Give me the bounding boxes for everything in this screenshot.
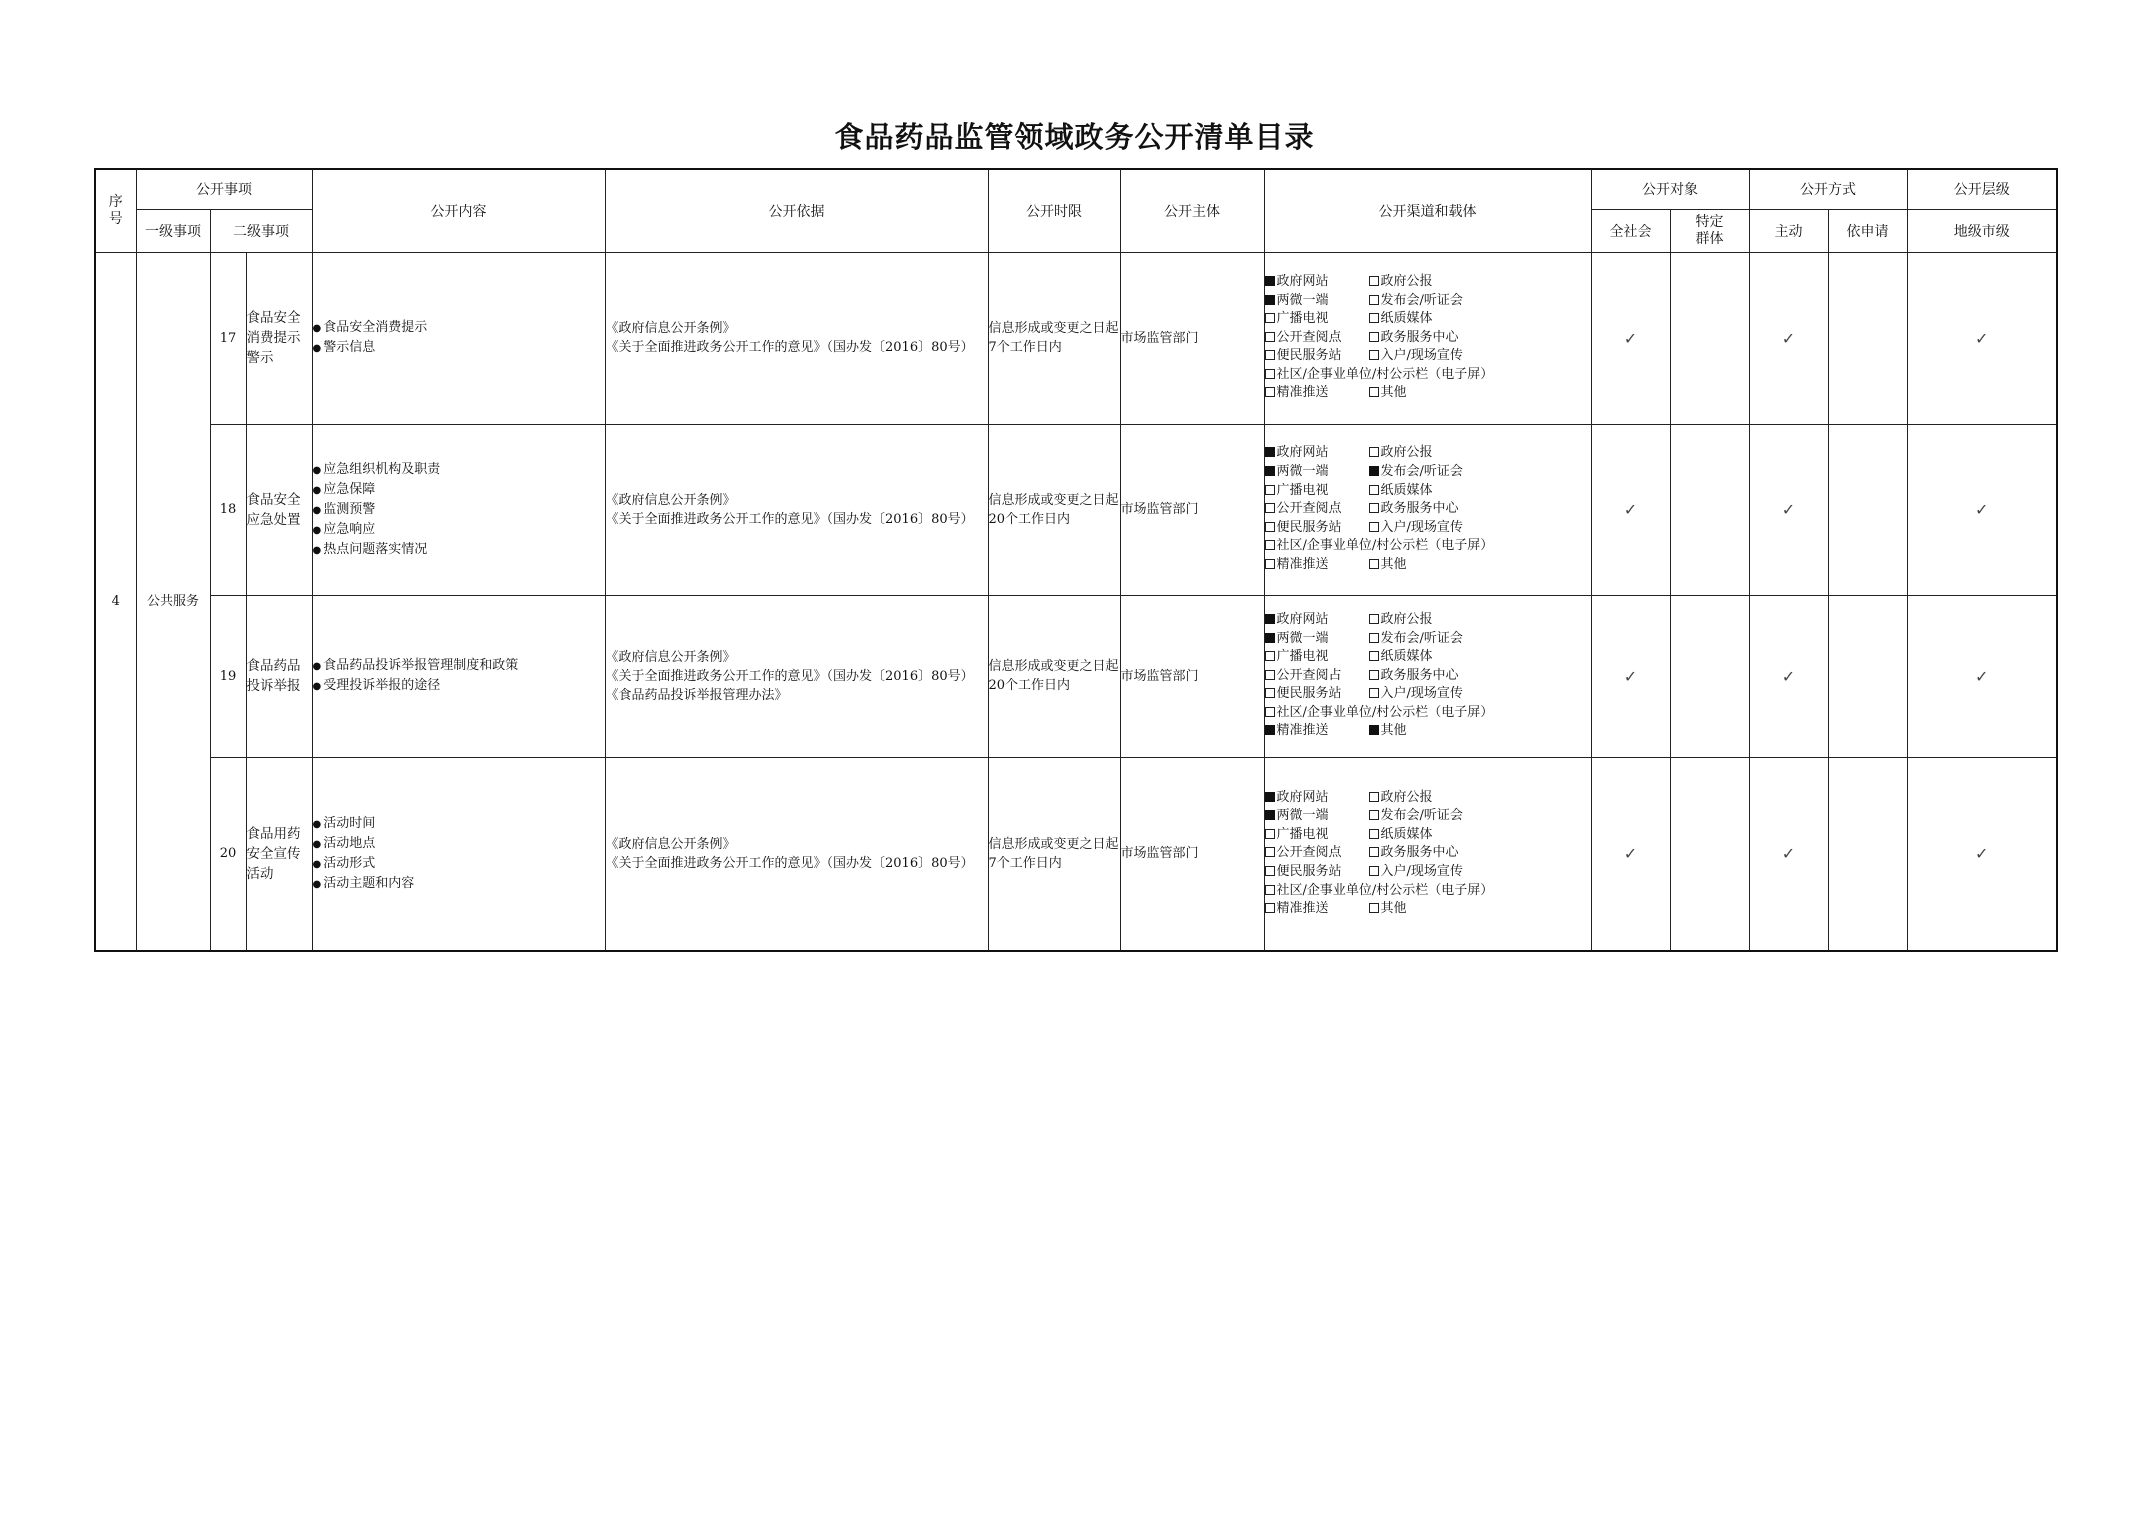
disclosure-subject: 市场监管部门 <box>1120 424 1264 595</box>
channel-line <box>1265 519 1591 538</box>
method-active-cell <box>1749 595 1828 757</box>
basis-cell <box>605 252 988 424</box>
channel-option <box>1265 844 1369 863</box>
channel-label: 两微一端 <box>1276 464 1329 480</box>
channel-line <box>1265 826 1591 845</box>
channel-option <box>1265 648 1369 667</box>
channel-option <box>1369 482 1473 501</box>
unchecked-box-icon <box>1369 350 1379 360</box>
checked-box-icon <box>1265 614 1275 624</box>
content-item: ● 活动时间 <box>313 814 605 834</box>
unchecked-box-icon <box>1369 847 1379 857</box>
channel-option <box>1265 537 1494 556</box>
unchecked-box-icon <box>1265 313 1275 323</box>
level-city-cell <box>1907 595 2057 757</box>
channel-label: 政府网站 <box>1276 611 1329 627</box>
channel-line <box>1265 537 1591 556</box>
channel-option <box>1369 807 1473 826</box>
unchecked-box-icon <box>1369 503 1379 513</box>
audience-specific-cell <box>1670 252 1749 424</box>
header-method-active: 主动 <box>1749 209 1828 252</box>
channel-line <box>1265 329 1591 348</box>
basis-item: 《政府信息公开条例》 <box>605 492 736 508</box>
content-cell <box>312 757 605 951</box>
header-basis: 公开依据 <box>605 169 988 252</box>
unchecked-box-icon <box>1265 847 1275 857</box>
channel-line <box>1265 789 1591 808</box>
basis-cell <box>605 424 988 595</box>
header-seq: 序号 <box>95 169 136 252</box>
unchecked-box-icon <box>1369 810 1379 820</box>
unchecked-box-icon <box>1265 670 1275 680</box>
channel-option <box>1369 444 1473 463</box>
unchecked-box-icon <box>1369 295 1379 305</box>
channel-option <box>1265 500 1369 519</box>
check-mark-icon: ✓ <box>1623 328 1638 348</box>
channel-option <box>1369 329 1473 348</box>
content-cell <box>312 424 605 595</box>
basis-item: 《政府信息公开条例》 <box>605 836 736 852</box>
channel-option <box>1265 292 1369 311</box>
channel-label: 公开查阅占 <box>1276 667 1342 683</box>
unchecked-box-icon <box>1369 633 1379 643</box>
channel-option <box>1265 556 1369 575</box>
content-item: ● 热点问题落实情况 <box>313 540 605 560</box>
channel-option <box>1265 463 1369 482</box>
channel-label: 两微一端 <box>1276 292 1329 308</box>
channel-label: 纸质媒体 <box>1380 826 1433 842</box>
channel-option <box>1265 519 1369 538</box>
unchecked-box-icon <box>1265 332 1275 342</box>
channel-label: 入户/现场宣传 <box>1380 864 1463 880</box>
checked-box-icon <box>1265 466 1275 476</box>
content-item: ● 食品安全消费提示 <box>313 318 605 338</box>
method-request-cell <box>1828 424 1907 595</box>
channel-option <box>1369 667 1473 686</box>
unchecked-box-icon <box>1265 829 1275 839</box>
method-active-cell <box>1749 424 1828 595</box>
channel-label: 纸质媒体 <box>1380 311 1433 327</box>
basis-item: 《政府信息公开条例》 <box>605 649 736 665</box>
header-items: 公开事项 <box>136 169 312 209</box>
disclosure-table <box>94 168 2058 952</box>
channel-label: 发布会/听证会 <box>1380 630 1463 646</box>
header-level: 公开层级 <box>1907 169 2057 209</box>
unchecked-box-icon <box>1369 651 1379 661</box>
content-item: ● 受理投诉举报的途径 <box>313 676 605 696</box>
channel-line <box>1265 611 1591 630</box>
channel-option <box>1369 519 1473 538</box>
channel-option <box>1369 500 1473 519</box>
channel-label: 纸质媒体 <box>1380 482 1433 498</box>
channel-line <box>1265 556 1591 575</box>
channel-option <box>1369 722 1473 741</box>
table-row <box>95 252 2057 424</box>
disclosure-subject: 市场监管部门 <box>1120 595 1264 757</box>
channel-label: 入户/现场宣传 <box>1380 686 1463 702</box>
channel-label: 政府公报 <box>1380 789 1433 805</box>
channel-line <box>1265 310 1591 329</box>
unchecked-box-icon <box>1369 522 1379 532</box>
channel-label: 精准推送 <box>1276 723 1329 739</box>
checked-box-icon <box>1265 725 1275 735</box>
channel-option <box>1369 556 1473 575</box>
channel-option <box>1265 630 1369 649</box>
audience-all-cell <box>1591 252 1670 424</box>
unchecked-box-icon <box>1265 350 1275 360</box>
audience-all-cell <box>1591 757 1670 951</box>
channel-line <box>1265 667 1591 686</box>
header-time-limit: 公开时限 <box>988 169 1120 252</box>
unchecked-box-icon <box>1369 485 1379 495</box>
channel-option <box>1265 444 1369 463</box>
channel-label: 社区/企事业单位/村公示栏（电子屏） <box>1276 704 1494 720</box>
channel-option <box>1369 900 1473 919</box>
disclosure-subject: 市场监管部门 <box>1120 757 1264 951</box>
group-level1: 公共服务 <box>136 252 210 951</box>
channel-label: 政务服务中心 <box>1380 667 1459 683</box>
channel-label: 广播电视 <box>1276 826 1329 842</box>
unchecked-box-icon <box>1265 387 1275 397</box>
unchecked-box-icon <box>1369 670 1379 680</box>
channel-option <box>1265 347 1369 366</box>
channel-label: 便民服务站 <box>1276 864 1342 880</box>
item-number: 17 <box>210 252 246 424</box>
time-limit: 信息形成或变更之日起7个工作日内 <box>988 252 1120 424</box>
content-cell <box>312 595 605 757</box>
channel-line <box>1265 722 1591 741</box>
unchecked-box-icon <box>1369 792 1379 802</box>
channel-line <box>1265 882 1591 901</box>
channel-label: 纸质媒体 <box>1380 649 1433 665</box>
audience-all-cell <box>1591 424 1670 595</box>
channel-line <box>1265 648 1591 667</box>
channel-option <box>1265 685 1369 704</box>
checked-box-icon <box>1265 276 1275 286</box>
channel-label: 政府网站 <box>1276 789 1329 805</box>
header-channels: 公开渠道和载体 <box>1264 169 1591 252</box>
channel-label: 政府公报 <box>1380 611 1433 627</box>
unchecked-box-icon <box>1369 387 1379 397</box>
content-item: ● 活动主题和内容 <box>313 874 605 894</box>
basis-cell <box>605 595 988 757</box>
channel-label: 入户/现场宣传 <box>1380 519 1463 535</box>
channel-line <box>1265 463 1591 482</box>
channel-line <box>1265 273 1591 292</box>
channel-option <box>1369 310 1473 329</box>
audience-specific-cell <box>1670 424 1749 595</box>
channel-label: 公开查阅点 <box>1276 501 1342 517</box>
channel-line <box>1265 900 1591 919</box>
content-item: ● 应急组织机构及职责 <box>313 460 605 480</box>
channel-option <box>1265 611 1369 630</box>
channel-option <box>1265 882 1494 901</box>
channel-option <box>1265 826 1369 845</box>
unchecked-box-icon <box>1265 559 1275 569</box>
table-row <box>95 595 2057 757</box>
channel-option <box>1369 648 1473 667</box>
unchecked-box-icon <box>1265 707 1275 717</box>
unchecked-box-icon <box>1265 903 1275 913</box>
unchecked-box-icon <box>1265 866 1275 876</box>
basis-item: 《关于全面推进政务公开工作的意见》（国办发〔2016〕80号） <box>605 340 974 355</box>
disclosure-subject: 市场监管部门 <box>1120 252 1264 424</box>
channel-option <box>1265 273 1369 292</box>
channel-line <box>1265 482 1591 501</box>
channel-label: 便民服务站 <box>1276 348 1342 364</box>
channel-label: 政务服务中心 <box>1380 501 1459 517</box>
channel-label: 广播电视 <box>1276 482 1329 498</box>
basis-item: 《食品药品投诉举报管理办法》 <box>605 687 788 703</box>
unchecked-box-icon <box>1369 866 1379 876</box>
check-mark-icon: ✓ <box>1975 500 1989 519</box>
channel-option <box>1265 704 1494 723</box>
unchecked-box-icon <box>1265 485 1275 495</box>
channel-option <box>1369 384 1473 403</box>
content-item: ● 活动形式 <box>313 854 605 874</box>
unchecked-box-icon <box>1369 447 1379 457</box>
channel-option <box>1265 482 1369 501</box>
channel-option <box>1369 863 1473 882</box>
channel-option <box>1265 807 1369 826</box>
unchecked-box-icon <box>1369 829 1379 839</box>
unchecked-box-icon <box>1265 885 1275 895</box>
check-mark-icon: ✓ <box>1781 666 1796 686</box>
channel-option <box>1369 630 1473 649</box>
channel-line <box>1265 384 1591 403</box>
level-city-cell <box>1907 252 2057 424</box>
header-audience-specific: 特定群体 <box>1670 209 1749 252</box>
item-name: 食品药品投诉举报 <box>246 595 312 757</box>
check-mark-icon: ✓ <box>1623 666 1638 686</box>
basis-cell <box>605 757 988 951</box>
table-body <box>95 252 2057 951</box>
document-title: 食品药品监管领域政务公开清单目录 <box>834 120 1315 154</box>
channel-label: 政府公报 <box>1380 273 1433 289</box>
channel-option <box>1369 611 1473 630</box>
channel-option <box>1369 844 1473 863</box>
header-method: 公开方式 <box>1749 169 1907 209</box>
header-level1: 一级事项 <box>136 209 210 252</box>
content-item: ● 应急保障 <box>313 480 605 500</box>
header-level2: 二级事项 <box>210 209 312 252</box>
channel-label: 两微一端 <box>1276 808 1329 824</box>
channel-line <box>1265 844 1591 863</box>
check-mark-icon: ✓ <box>1781 500 1796 519</box>
channel-option <box>1369 685 1473 704</box>
channels-cell <box>1264 757 1591 951</box>
channel-label: 发布会/听证会 <box>1380 464 1463 480</box>
item-number: 20 <box>210 757 246 951</box>
unchecked-box-icon <box>1265 688 1275 698</box>
level-city-cell <box>1907 757 2057 951</box>
channel-label: 其他 <box>1380 901 1407 917</box>
channel-option <box>1265 310 1369 329</box>
channels-cell <box>1264 424 1591 595</box>
audience-all-cell <box>1591 595 1670 757</box>
item-name: 食品安全应急处置 <box>246 424 312 595</box>
channel-line <box>1265 366 1591 385</box>
channel-label: 广播电视 <box>1276 311 1329 327</box>
audience-specific-cell <box>1670 757 1749 951</box>
header-row-1 <box>95 169 2057 209</box>
item-number: 19 <box>210 595 246 757</box>
time-limit: 信息形成或变更之日起20个工作日内 <box>988 424 1120 595</box>
channel-option <box>1265 667 1369 686</box>
channel-label: 精准推送 <box>1276 901 1329 917</box>
channel-option <box>1265 366 1494 385</box>
channel-label: 政府网站 <box>1276 273 1329 289</box>
channel-option <box>1369 292 1473 311</box>
channel-option <box>1369 789 1473 808</box>
check-mark-icon: ✓ <box>1623 844 1638 864</box>
check-mark-icon: ✓ <box>1975 844 1989 864</box>
table-row <box>95 424 2057 595</box>
header-audience: 公开对象 <box>1591 169 1749 209</box>
content-item: ● 活动地点 <box>313 834 605 854</box>
table-row <box>95 757 2057 951</box>
basis-item: 《政府信息公开条例》 <box>605 321 736 336</box>
header-method-request: 依申请 <box>1828 209 1907 252</box>
checked-box-icon <box>1265 447 1275 457</box>
channel-label: 社区/企事业单位/村公示栏（电子屏） <box>1276 882 1494 898</box>
checked-box-icon <box>1369 466 1379 476</box>
group-seq: 4 <box>95 252 136 951</box>
channel-label: 其他 <box>1380 385 1407 401</box>
channel-label: 社区/企事业单位/村公示栏（电子屏） <box>1276 366 1494 382</box>
channel-option <box>1265 329 1369 348</box>
channel-line <box>1265 807 1591 826</box>
unchecked-box-icon <box>1369 903 1379 913</box>
checked-box-icon <box>1369 725 1379 735</box>
header-audience-all: 全社会 <box>1591 209 1670 252</box>
channel-line <box>1265 347 1591 366</box>
channel-option <box>1369 463 1473 482</box>
unchecked-box-icon <box>1369 276 1379 286</box>
header-level-city: 地级市级 <box>1907 209 2057 252</box>
item-name: 食品用药安全宣传活动 <box>246 757 312 951</box>
check-mark-icon: ✓ <box>1623 500 1638 519</box>
channel-line <box>1265 704 1591 723</box>
channel-label: 便民服务站 <box>1276 519 1342 535</box>
method-request-cell <box>1828 252 1907 424</box>
channel-label: 社区/企事业单位/村公示栏（电子屏） <box>1276 538 1494 554</box>
channel-label: 广播电视 <box>1276 649 1329 665</box>
audience-specific-cell <box>1670 595 1749 757</box>
basis-item: 《关于全面推进政务公开工作的意见》（国办发〔2016〕80号） <box>605 855 974 871</box>
method-request-cell <box>1828 595 1907 757</box>
check-mark-icon: ✓ <box>1975 666 1989 686</box>
channel-label: 政府公报 <box>1380 445 1433 461</box>
channel-label: 公开查阅点 <box>1276 845 1342 861</box>
check-mark-icon: ✓ <box>1781 328 1796 348</box>
channel-option <box>1369 347 1473 366</box>
level-city-cell <box>1907 424 2057 595</box>
channel-label: 精准推送 <box>1276 556 1329 572</box>
content-item: ● 监测预警 <box>313 500 605 520</box>
unchecked-box-icon <box>1369 559 1379 569</box>
content-item: ● 食品药品投诉举报管理制度和政策 <box>313 656 605 676</box>
basis-item: 《关于全面推进政务公开工作的意见》（国办发〔2016〕80号） <box>605 511 974 527</box>
channel-option <box>1265 789 1369 808</box>
channel-line <box>1265 292 1591 311</box>
method-active-cell <box>1749 757 1828 951</box>
channel-line <box>1265 444 1591 463</box>
channel-label: 政务服务中心 <box>1380 329 1459 345</box>
channel-option <box>1369 826 1473 845</box>
item-number: 18 <box>210 424 246 595</box>
unchecked-box-icon <box>1265 503 1275 513</box>
unchecked-box-icon <box>1369 332 1379 342</box>
unchecked-box-icon <box>1265 651 1275 661</box>
channel-label: 精准推送 <box>1276 385 1329 401</box>
basis-item: 《关于全面推进政务公开工作的意见》（国办发〔2016〕80号） <box>605 668 974 684</box>
unchecked-box-icon <box>1265 540 1275 550</box>
channel-option <box>1265 900 1369 919</box>
channel-label: 其他 <box>1380 556 1407 572</box>
check-mark-icon: ✓ <box>1975 328 1989 348</box>
channel-option <box>1369 273 1473 292</box>
channel-label: 发布会/听证会 <box>1380 808 1463 824</box>
checked-box-icon <box>1265 810 1275 820</box>
channel-option <box>1265 384 1369 403</box>
channel-line <box>1265 685 1591 704</box>
header-content: 公开内容 <box>312 169 605 252</box>
checked-box-icon <box>1265 633 1275 643</box>
channels-cell <box>1264 252 1591 424</box>
channel-label: 便民服务站 <box>1276 686 1342 702</box>
time-limit: 信息形成或变更之日起20个工作日内 <box>988 595 1120 757</box>
time-limit: 信息形成或变更之日起7个工作日内 <box>988 757 1120 951</box>
item-name: 食品安全消费提示警示 <box>246 252 312 424</box>
check-mark-icon: ✓ <box>1781 844 1796 864</box>
channel-label: 入户/现场宣传 <box>1380 348 1463 364</box>
channel-label: 政府网站 <box>1276 445 1329 461</box>
checked-box-icon <box>1265 792 1275 802</box>
content-item: ● 应急响应 <box>313 520 605 540</box>
unchecked-box-icon <box>1265 522 1275 532</box>
unchecked-box-icon <box>1265 369 1275 379</box>
content-cell <box>312 252 605 424</box>
channel-line <box>1265 630 1591 649</box>
method-request-cell <box>1828 757 1907 951</box>
channel-label: 发布会/听证会 <box>1380 292 1463 308</box>
channel-label: 公开查阅点 <box>1276 329 1342 345</box>
channel-option <box>1265 863 1369 882</box>
method-active-cell <box>1749 252 1828 424</box>
channel-label: 政务服务中心 <box>1380 845 1459 861</box>
header-subject: 公开主体 <box>1120 169 1264 252</box>
channels-cell <box>1264 595 1591 757</box>
unchecked-box-icon <box>1369 614 1379 624</box>
channel-option <box>1265 722 1369 741</box>
unchecked-box-icon <box>1369 313 1379 323</box>
channel-label: 两微一端 <box>1276 630 1329 646</box>
channel-line <box>1265 500 1591 519</box>
channel-label: 其他 <box>1380 723 1407 739</box>
unchecked-box-icon <box>1369 688 1379 698</box>
checked-box-icon <box>1265 295 1275 305</box>
content-item: ● 警示信息 <box>313 338 605 358</box>
channel-line <box>1265 863 1591 882</box>
